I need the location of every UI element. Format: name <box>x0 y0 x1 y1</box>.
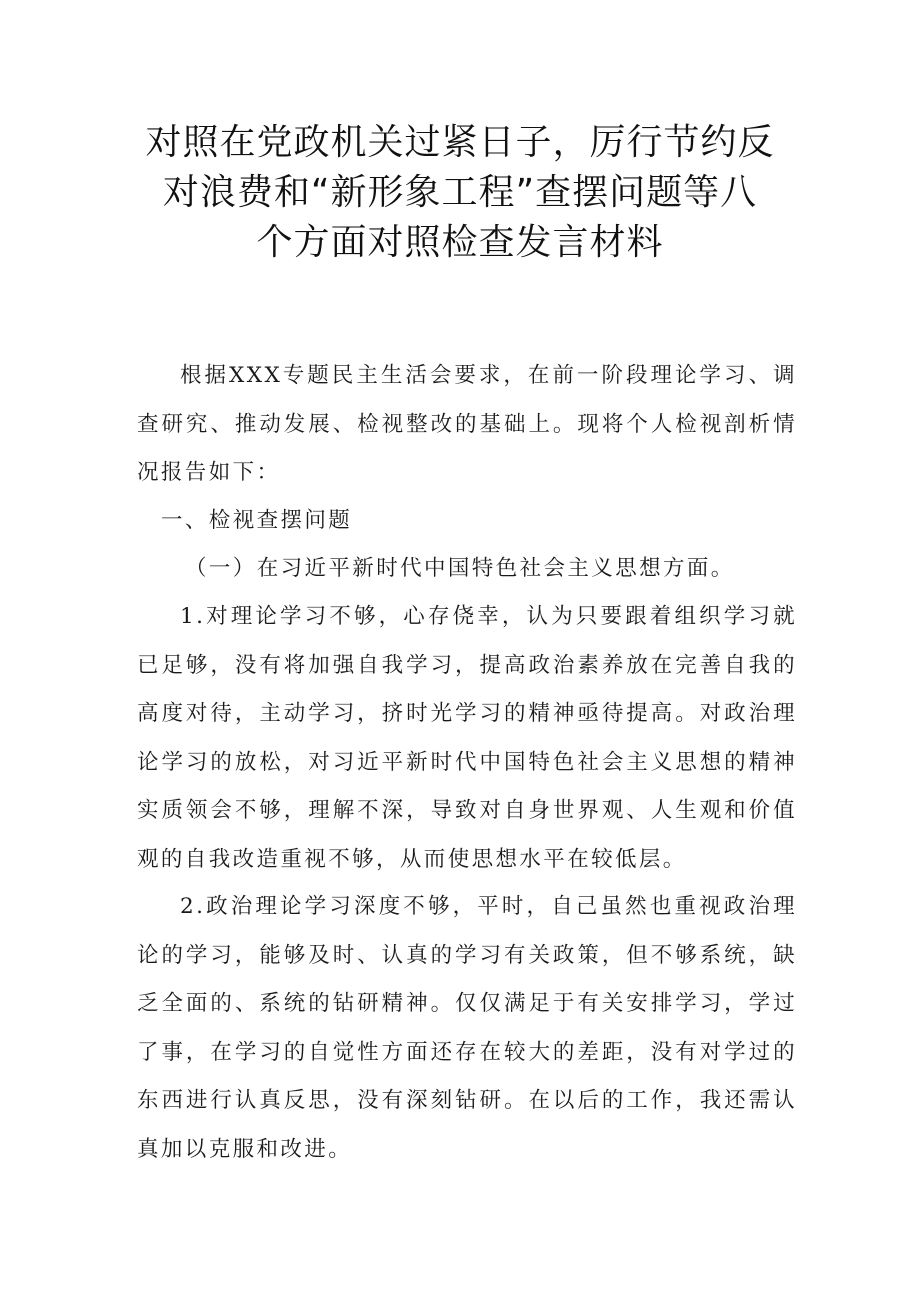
subsection-1-block <box>137 545 797 594</box>
item-1-paragraph: 1.对理论学习不够，心存侥幸，认为只要跟着组织学习就已足够，没有将加强自我学习，提高政治素养放在完善自我的高度对待，主动学习，挤时光学习的精神亟待提高。对政治理论学习的放松，对习近平新时代中国特色社会主义思想的精神实质领会不够，理解不深，导致对自身世界观、人生观和价值观的自我改造重视不够，从而使思想水平在较低层。 <box>137 604 797 872</box>
item-1-block <box>137 593 797 884</box>
intro-block <box>137 352 797 498</box>
title-line-3: 个方面对照检查发言材料 <box>256 222 664 263</box>
section-1-heading: 一、检视查摆问题 <box>161 508 353 533</box>
section-1-block <box>137 497 797 546</box>
title-line-1: 对照在党政机关过紧日子，厉行节约反 <box>145 122 775 163</box>
item-2-block <box>137 883 797 1174</box>
title-line-2: 对浪费和“新形象工程”查摆问题等八 <box>162 172 758 213</box>
intro-paragraph: 根据XXX专题民主生活会要求，在前一阶段理论学习、调查研究、推动发展、检视整改的基础上。现将个人检视剖析情况报告如下： <box>137 363 797 485</box>
document-title <box>120 118 800 268</box>
item-2-paragraph: 2.政治理论学习深度不够，平时，自己虽然也重视政治理论的学习，能够及时、认真的学习有关政策，但不够系统，缺乏全面的、系统的钻研精神。仅仅满足于有关安排学习，学过了事，在学习的自觉性方面还存在较大的差距，没有对学过的东西进行认真反思，没有深刻钻研。在以后的工作，我还需认真加以克服和改进。 <box>137 894 797 1162</box>
subsection-1-heading: （一）在习近平新时代中国特色社会主义思想方面。 <box>185 556 735 581</box>
